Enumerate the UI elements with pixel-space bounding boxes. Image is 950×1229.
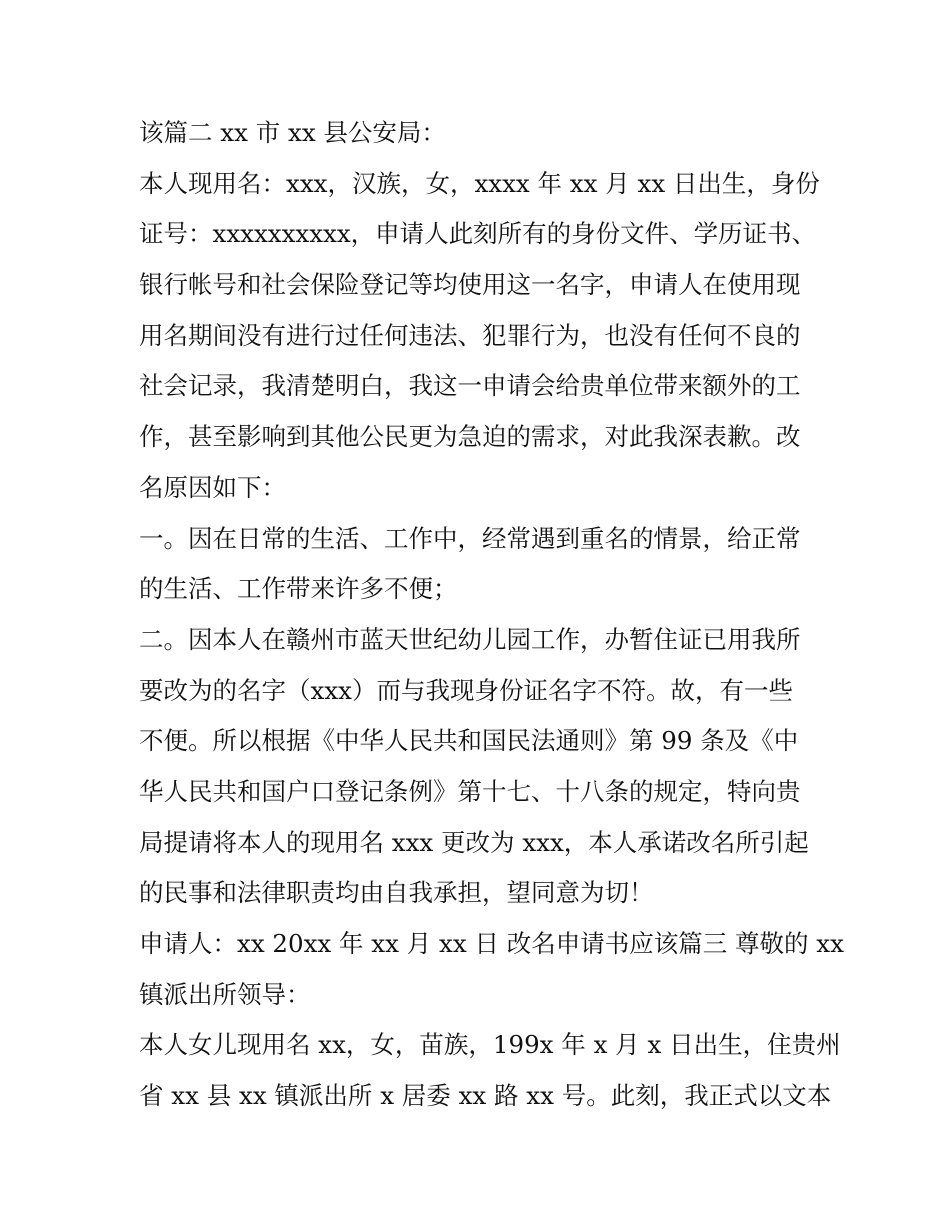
- document-body: [139, 108, 844, 1122]
- text-line: 银行帐号和社会保险登记等均使用这一名字，申请人在使用现: [139, 270, 801, 300]
- text-line: 申请人：xx 20xx 年 xx 月 xx 日 改名申请书应该篇三 尊敬的 xx: [139, 929, 844, 958]
- text-line: 不便。所以根据《中华人民共和国民法通则》第 99 条及《中: [139, 726, 799, 756]
- text-line: 的民事和法律职责均由自我承担，望同意为切！: [139, 878, 654, 908]
- text-line: 本人女儿现用名 xx，女，苗族，199x 年 x 月 x 日出生，住贵州: [139, 1030, 841, 1060]
- text-line: 作，甚至影响到其他公民更为急迫的需求，对此我深表歉。改: [139, 422, 801, 452]
- text-line: 的生活、工作带来许多不便；: [139, 574, 458, 604]
- text-line: 二。因本人在赣州市蓝天世纪幼儿园工作，办暂住证已用我所: [139, 624, 801, 654]
- text-line: 省 xx 县 xx 镇派出所 x 居委 xx 路 xx 号。此刻，我正式以文本: [139, 1081, 832, 1111]
- text-line: 该篇二 xx 市 xx 县公安局：: [139, 118, 446, 147]
- text-line: 用名期间没有进行过任何违法、犯罪行为，也没有任何不良的: [139, 320, 801, 350]
- text-line: 要改为的名字（xxx）而与我现身份证名字不符。故，有一些: [139, 675, 793, 705]
- text-line: 镇派出所领导：: [139, 979, 311, 1009]
- text-line: 一。因在日常的生活、工作中，经常遇到重名的情景，给正常: [139, 523, 801, 553]
- text-line: 局提请将本人的现用名 xxx 更改为 xxx，本人承诺改名所引起: [139, 827, 809, 857]
- text-line: 华人民共和国户口登记条例》第十七、十八条的规定，特向贵: [139, 776, 801, 806]
- text-line: 社会记录，我清楚明白，我这一申请会给贵单位带来额外的工: [139, 371, 801, 401]
- text-line: 本人现用名：xxx，汉族，女，xxxx 年 xx 月 xx 日出生，身份: [139, 168, 820, 198]
- text-line: 名原因如下：: [139, 472, 286, 502]
- text-line: 证号：xxxxxxxxxx，申请人此刻所有的身份文件、学历证书、: [139, 219, 817, 249]
